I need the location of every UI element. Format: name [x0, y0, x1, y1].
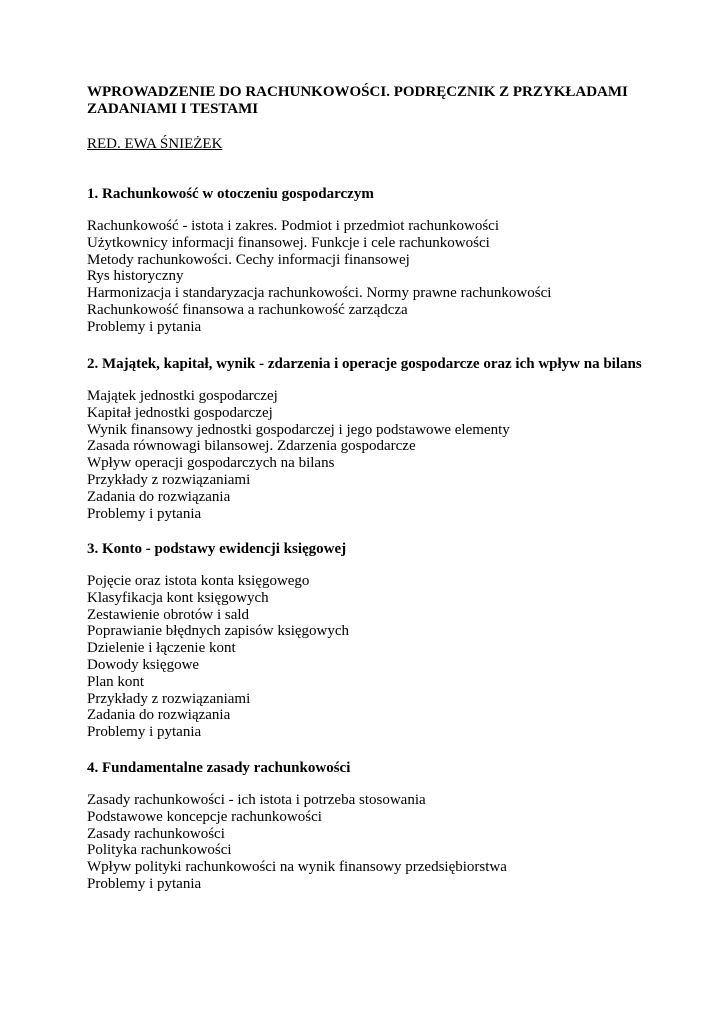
- section-items: [87, 573, 677, 741]
- editor-name: RED. EWA ŚNIEŻEK: [87, 136, 223, 152]
- list-item: Problemy i pytania: [87, 318, 202, 335]
- section-2: [87, 356, 677, 522]
- list-item: Kapitał jednostki gospodarczej: [87, 404, 273, 421]
- list-item: Dzielenie i łączenie kont: [87, 640, 236, 657]
- list-item: Poprawianie błędnych zapisów księgowych: [87, 623, 350, 640]
- list-item: Dowody księgowe: [87, 656, 200, 673]
- list-item: Zestawienie obrotów i sald: [87, 606, 250, 623]
- section-3: [87, 541, 677, 741]
- document-page: [87, 84, 677, 892]
- list-item: Rys historyczny: [87, 268, 184, 285]
- section-4: [87, 760, 677, 893]
- list-item: Użytkownicy informacji finansowej. Funkcje i cele rachunkowości: [87, 234, 490, 251]
- section-items: [87, 218, 677, 336]
- list-item: Podstawowe koncepcje rachunkowości: [87, 808, 322, 825]
- section-1: [87, 186, 677, 336]
- document-editor: [87, 136, 222, 153]
- list-item: Polityka rachunkowości: [87, 842, 232, 859]
- list-item: Zasady rachunkowości: [87, 825, 225, 842]
- list-item: Rachunkowość finansowa a rachunkowość zarządcza: [87, 301, 408, 318]
- document-title: WPROWADZENIE DO RACHUNKOWOŚCI. PODRĘCZNIK Z PRZYKŁADAMI ZADANIAMI I TESTAMI: [87, 84, 628, 117]
- list-item: Wpływ polityki rachunkowości na wynik finansowy przedsiębiorstwa: [87, 859, 507, 876]
- list-item: Majątek jednostki gospodarczej: [87, 388, 278, 404]
- list-item: Przykłady z rozwiązaniami: [87, 471, 251, 488]
- list-item: Pojęcie oraz istota konta księgowego: [87, 573, 310, 589]
- section-heading: 2. Majątek, kapitał, wynik - zdarzenia i operacje gospodarcze oraz ich wpływ na bilans: [87, 356, 642, 372]
- section-heading: 4. Fundamentalne zasady rachunkowości: [87, 760, 351, 776]
- list-item: Problemy i pytania: [87, 505, 202, 522]
- section-heading: 3. Konto - podstawy ewidencji księgowej: [87, 541, 347, 557]
- section-items: [87, 792, 677, 893]
- list-item: Wpływ operacji gospodarczych na bilans: [87, 455, 335, 472]
- list-item: Wynik finansowy jednostki gospodarczej i jego podstawowe elementy: [87, 421, 510, 438]
- list-item: Zasady rachunkowości - ich istota i potrzeba stosowania: [87, 792, 426, 808]
- section-items: [87, 388, 677, 522]
- list-item: Przykłady z rozwiązaniami: [87, 690, 251, 707]
- list-item: Zasada równowagi bilansowej. Zdarzenia gospodarcze: [87, 438, 416, 455]
- list-item: Zadania do rozwiązania: [87, 488, 231, 505]
- list-item: Problemy i pytania: [87, 724, 202, 741]
- list-item: Rachunkowość - istota i zakres. Podmiot i przedmiot rachunkowości: [87, 218, 499, 234]
- list-item: Plan kont: [87, 673, 145, 690]
- list-item: Metody rachunkowości. Cechy informacji finansowej: [87, 251, 410, 268]
- list-item: Klasyfikacja kont księgowych: [87, 589, 269, 606]
- list-item: Harmonizacja i standaryzacja rachunkowości. Normy prawne rachunkowości: [87, 285, 552, 302]
- section-heading: 1. Rachunkowość w otoczeniu gospodarczym: [87, 186, 374, 202]
- list-item: Problemy i pytania: [87, 875, 202, 892]
- list-item: Zadania do rozwiązania: [87, 707, 231, 724]
